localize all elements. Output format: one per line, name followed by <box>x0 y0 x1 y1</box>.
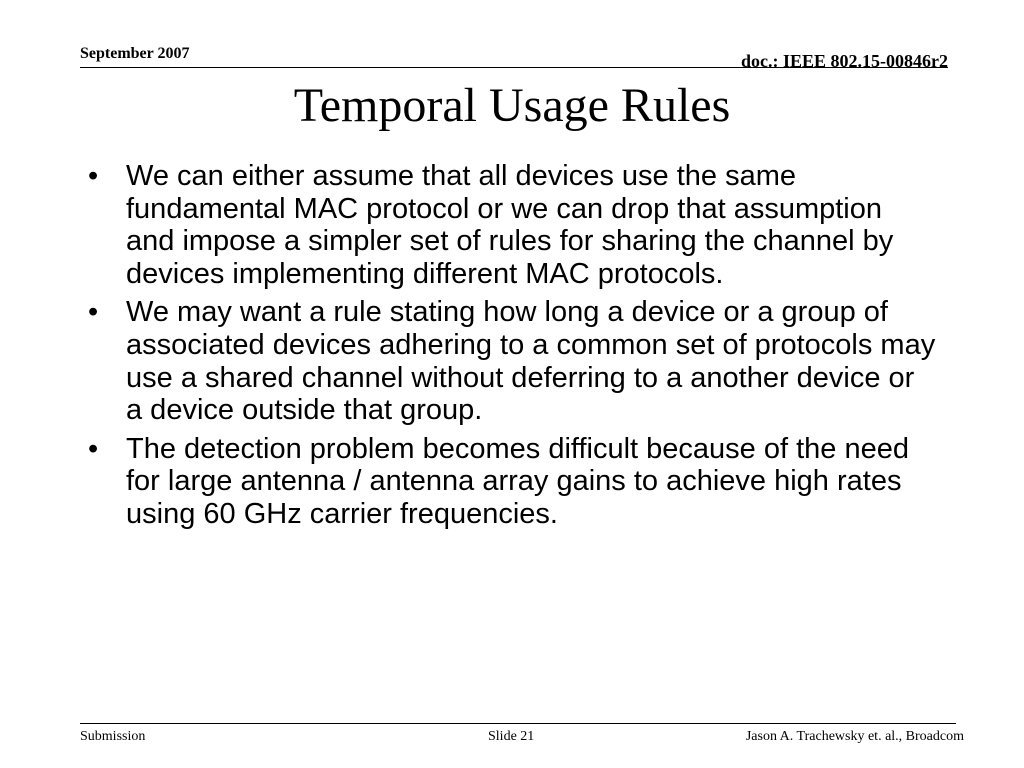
bullet-text: We can either assume that all devices use the same fundamental MAC protocol or we can drop that assumption and impose a simpler set of rules for sharing the channel by devices implementing different MAC protocols. <box>126 160 894 290</box>
footer-divider <box>80 723 956 724</box>
header-doc-id: doc.: IEEE 802.15-00846r2 <box>741 51 948 71</box>
bullet-item <box>88 160 938 290</box>
bullet-dot-icon: • <box>88 296 99 329</box>
bullet-list <box>88 160 938 537</box>
bullet-text: The detection problem becomes difficult because of the need for large antenna / antenna array gains to achieve high rates using 60 GHz carrier frequencies. <box>126 432 909 530</box>
bullet-dot-icon: • <box>88 432 99 465</box>
footer-submission: Submission <box>80 729 146 744</box>
footer-author: Jason A. Trachewsky et. al., Broadcom <box>745 729 964 744</box>
slide-title: Temporal Usage Rules <box>293 79 731 132</box>
bullet-item <box>88 433 938 531</box>
bullet-item <box>88 296 938 426</box>
bullet-dot-icon: • <box>88 160 99 192</box>
bullet-text: We may want a rule stating how long a device or a group of associated devices adhering to a common set of protocols may use a shared channel without deferring to a another device or a device outside that group. <box>126 296 936 427</box>
header-date: September 2007 <box>80 45 190 62</box>
header-divider <box>80 67 948 68</box>
footer-slide-number: Slide 21 <box>488 729 535 744</box>
